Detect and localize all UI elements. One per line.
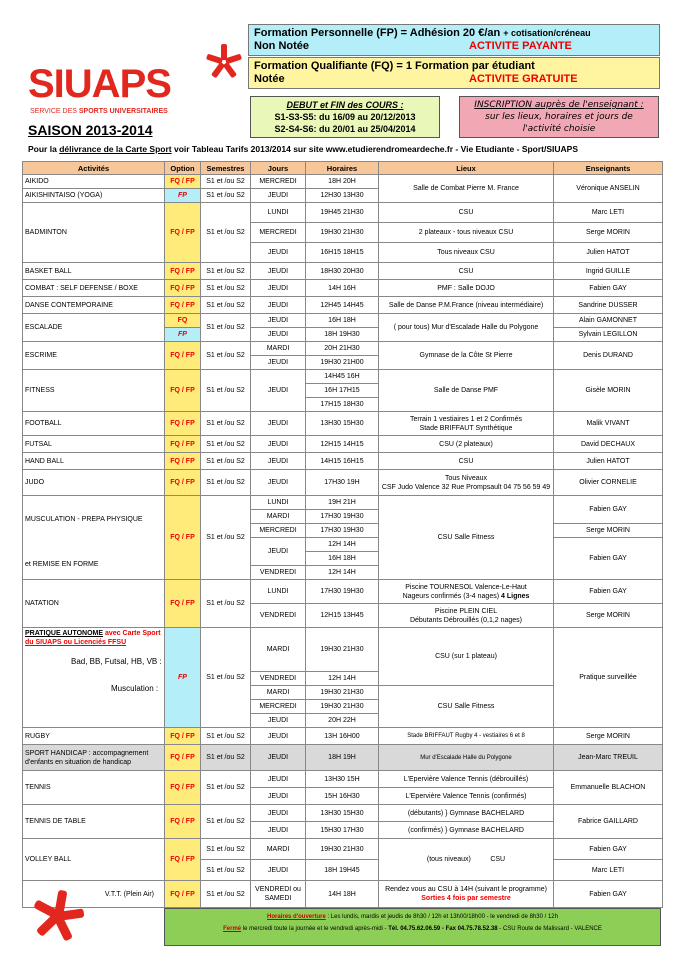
table-row: FP JEUDI 18H 19H30 Sylvain LEGILLON (23, 328, 663, 342)
table-row: BASKET BALL FQ / FP S1 et /ou S2 JEUDI 18H30 20H30 CSU Ingrid GUILLE (23, 263, 663, 280)
table-row: MERCREDI 19H30 21H30 (23, 700, 663, 714)
header-option: Option (165, 162, 201, 175)
inscription-box: INSCRIPTION auprès de l'enseignant : sur les lieux, horaires et jours de l'activité choisie (459, 96, 659, 138)
table-row: JEUDI 15H 16H30 L'Epervière Valence Tennis (confirmés) (23, 788, 663, 805)
header-semestres: Semestres (201, 162, 251, 175)
table-row: HAND BALL FQ / FP S1 et /ou S2 JEUDI 14H15 16H15 CSU Julien HATOT (23, 453, 663, 470)
siuaps-logo (26, 32, 226, 122)
table-row: VENDREDI 12H 14H (23, 672, 663, 686)
table-row: MERCREDI 17H30 19H30 Serge MORIN (23, 524, 663, 538)
table-row: ESCALADE FQ S1 et /ou S2 JEUDI 16H 18H ( pour tous) Mur d'Escalade Halle du Polygone Alain GAMONNET (23, 314, 663, 328)
table-row: JEUDI 12H 14H Fabien GAY (23, 538, 663, 552)
asterisk-decoration-icon (28, 880, 88, 950)
table-row: MERCREDI 19H30 21H30 2 plateaux - tous niveaux CSU Serge MORIN (23, 223, 663, 243)
table-row: 17H15 18H30 (23, 398, 663, 412)
table-row: TENNIS FQ / FP S1 et /ou S2 JEUDI 13H30 15H L'Epervière Valence Tennis (débrouillés) Emmanuelle BLACHON (23, 771, 663, 788)
table-row: DANSE CONTEMPORAINE FQ / FP S1 et /ou S2 JEUDI 12H45 14H45 Salle de Danse P.M.France (niveau intermédiaire) Sandrine DUSSER (23, 297, 663, 314)
table-row: MARDI 19H30 21H30 CSU Salle Fitness (23, 686, 663, 700)
footer-info-box: Horaires d'ouverture : Les lundis, mardis et jeudis de 8h30 / 12h et 13h00/18h00 - le vendredi de 8h30 / 12h Fermé le mercredi toute la journée et le vendredi après-midi - Tél. 04.75.62.06.59 - Fax 04.75.78.52.38 - CSU Route de Malissard - VALENCE (164, 908, 661, 946)
header-enseignants: Enseignants (554, 162, 663, 175)
table-row: AIKIDO FQ / FP S1 et /ou S2 MERCREDI 18H 20H Salle de Combat Pierre M. France Véronique ANSELIN (23, 175, 663, 189)
table-row: TENNIS DE TABLE FQ / FP S1 et /ou S2 JEUDI 13H30 15H30 (débutants) } Gymnase BACHELARD Fabrice GAILLARD (23, 805, 663, 822)
table-row: JEUDI 19H30 21H00 (23, 356, 663, 370)
table-row: VENDREDI 12H 14H (23, 566, 663, 580)
table-row: COMBAT : SELF DEFENSE / BOXE FQ / FP S1 et /ou S2 JEUDI 14H 16H PMF : Salle DOJO Fabien GAY (23, 280, 663, 297)
table-row: BADMINTON FQ / FP S1 et /ou S2 LUNDI 19H45 21H30 CSU Marc LETI (23, 203, 663, 223)
table-row: VENDREDI 12H15 13H45 Piscine PLEIN CIEL Débutants Débrouillés (0,1,2 nages) Serge MORIN (23, 604, 663, 628)
table-row: 16H 17H15 (23, 384, 663, 398)
fp-info-box: Formation Personnelle (FP) = Adhésion 20 €/an + cotisation/créneau Non Notée ACTIVITE PAYANTE (248, 24, 660, 56)
table-row: S1 et /ou S2 JEUDI 18H 19H45 Marc LETI (23, 860, 663, 881)
table-row: AIKISHINTAISO (YOGA) FP S1 et /ou S2 JEUDI 12H30 13H30 (23, 189, 663, 203)
table-row: V.T.T. (Plein Air) FQ / FP S1 et /ou S2 VENDREDI ou SAMEDI 14H 18H Rendez vous au CSU à 14H (suivant le programme) Sorties 4 fois par semestre Fabien GAY (23, 881, 663, 908)
table-row: FITNESS FQ / FP S1 et /ou S2 JEUDI 14H45 16H Salle de Danse PMF Gisèle MORIN (23, 370, 663, 384)
table-header (23, 162, 663, 175)
table-row: FUTSAL FQ / FP S1 et /ou S2 JEUDI 12H15 14H15 CSU (2 plateaux) David DECHAUX (23, 436, 663, 453)
table-row: JUDO FQ / FP S1 et /ou S2 JEUDI 17H30 19H Tous Niveaux CSF Judo Valence 32 Rue Prompsault 04 75 56 59 49 Olivier CORNELIE (23, 470, 663, 496)
table-row: NATATION FQ / FP S1 et /ou S2 LUNDI 17H30 19H30 Piscine TOURNESOL Valence-Le-Haut Nageurs confirmés (3-4 nages) 4 Lignes Fabien GAY (23, 580, 663, 604)
asterisk-icon (204, 42, 244, 82)
table-row: MARDI 17H30 19H30 (23, 510, 663, 524)
table-row: JEUDI 15H30 17H30 (confirmés) } Gymnase BACHELARD (23, 822, 663, 839)
course-dates-box: DEBUT et FIN des COURS : S1-S3-S5: du 16/09 au 20/12/2013 S2-S4-S6: du 20/01 au 25/04/2014 (250, 96, 440, 138)
table-row: RUGBY FQ / FP S1 et /ou S2 JEUDI 13H 16H00 Stade BRIFFAUT Rugby 4 - vestiaires 6 et 8 Serge MORIN (23, 728, 663, 745)
table-row: JEUDI 20H 22H (23, 714, 663, 728)
season-title: SAISON 2013-2014 (28, 122, 153, 138)
header-horaires: Horaires (306, 162, 379, 175)
fq-info-box: Formation Qualifiante (FQ) = 1 Formation par étudiant Notée ACTIVITE GRATUITE (248, 57, 660, 89)
table-row: FOOTBALL FQ / FP S1 et /ou S2 JEUDI 13H30 15H30 Terrain 1 vestiaires 1 et 2 Confirmés Stade BRIFFAUT Synthétique Malik VIVANT (23, 412, 663, 436)
header-lieux: Lieux (379, 162, 554, 175)
header-activites: Activités (23, 162, 165, 175)
carte-sport-note: Pour la délivrance de la Carte Sport voir Tableau Tarifs 2013/2014 sur site www.etudierendromeardeche.fr - Vie Etudiante - Sport/SIUAPS (28, 144, 579, 154)
table-row: VOLLEY BALL FQ / FP S1 et /ou S2 MARDI 19H30 21H30 (tous niveaux) CSU Fabien GAY (23, 839, 663, 860)
table-row: JEUDI 16H15 18H15 Tous niveaux CSU Julien HATOT (23, 243, 663, 263)
header-jours: Jours (251, 162, 306, 175)
carte-sport-link[interactable]: délivrance de la Carte Sport (59, 144, 172, 154)
table-row: ESCRIME FQ / FP S1 et /ou S2 MARDI 20H 21H30 Gymnase de la Côte St Pierre Denis DURAND (23, 342, 663, 356)
activities-table (22, 161, 663, 908)
table-row: MUSCULATION - PREPA PHYSIQUE et REMISE EN FORME FQ / FP S1 et /ou S2 LUNDI 19H 21H CSU Salle Fitness Fabien GAY (23, 496, 663, 510)
table-row: SPORT HANDICAP : accompagnement d'enfants en situation de handicap FQ / FP S1 et /ou S2 JEUDI 18H 19H Mur d'Escalade Halle du Polygone Jean-Marc TREUIL (23, 745, 663, 771)
table-row: PRATIQUE AUTONOME avec Carte Sport du SIUAPS ou Licenciés FFSU Bad, BB, Futsal, HB, VB : Musculation : FP S1 et /ou S2 MARDI 19H30 21H30 CSU (sur 1 plateau) Pratique surveillée (23, 628, 663, 672)
logo-subtitle: SERVICE DES SPORTS UNIVERSITAIRES (30, 108, 168, 115)
logo-wordmark: SIUAPS (28, 62, 171, 106)
table-row: 16H 18H (23, 552, 663, 566)
